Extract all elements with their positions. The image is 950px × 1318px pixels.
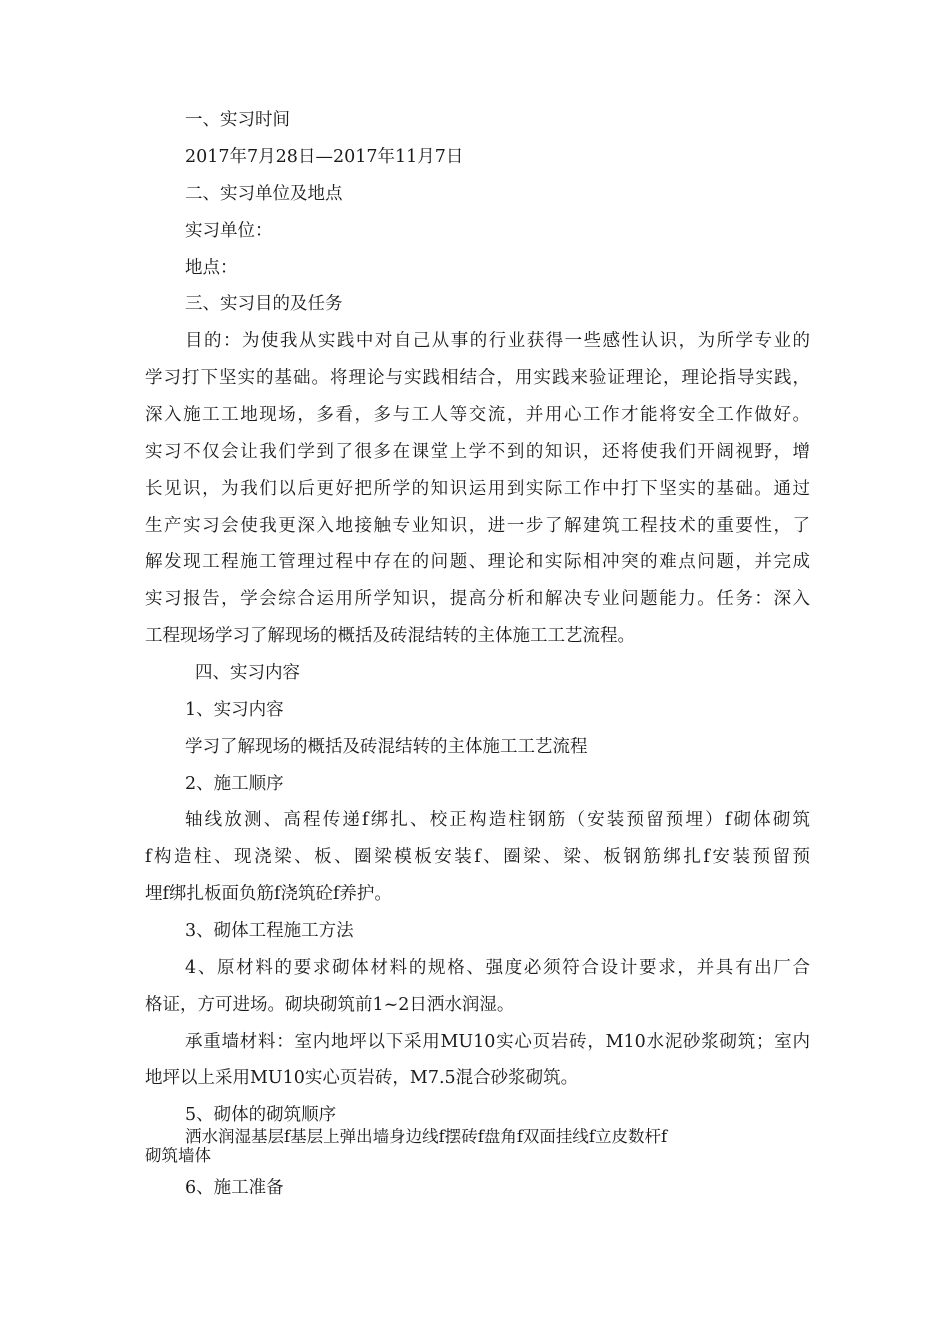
- section-5-line: 砌筑墙体: [145, 1146, 211, 1165]
- purpose-line: 长见识，为我们以后更好把所学的知识运用到实际工作中打下坚实的基础。通过: [145, 479, 810, 499]
- heading-internship-time: 一、实习时间: [185, 110, 290, 130]
- purpose-line: 解发现工程施工管理过程中存在的问题、理论和实际相冲突的难点问题，并完成: [145, 552, 810, 572]
- purpose-line: 生产实习会使我更深入地接触专业知识，进一步了解建筑工程技术的重要性，了: [145, 516, 810, 536]
- section-1-title: 1、实习内容: [185, 700, 284, 720]
- purpose-line: 实习不仅会让我们学到了很多在课堂上学不到的知识，还将使我们开阔视野，增: [145, 442, 810, 462]
- section-2-line: 埋f绑扎板面负筋f浇筑砼f养护。: [145, 884, 392, 904]
- section-1-text: 学习了解现场的概括及砖混结转的主体施工工艺流程: [185, 737, 588, 757]
- section-2-line: f构造柱、现浇梁、板、圈梁模板安装f、圈梁、梁、板钢筋绑扎f安装预留预: [145, 847, 810, 867]
- heading-internship-content: 四、实习内容: [195, 663, 300, 683]
- purpose-line: 深入施工工地现场，多看，多与工人等交流，并用心工作才能将安全工作做好。: [145, 405, 810, 425]
- purpose-line: 工程现场学习了解现场的概括及砖混结转的主体施工工艺流程。: [145, 626, 635, 646]
- section-5-line: 洒水润湿基层f基层上弹出墙身边线f摆砖f盘角f双面挂线f立皮数杆f: [185, 1127, 668, 1146]
- section-4-line: 4、原材料的要求砌体材料的规格、强度必须符合设计要求，并具有出厂合: [185, 958, 810, 978]
- internship-period: 2017年7月28日—2017年11月7日: [185, 147, 464, 167]
- wall-material-line: 承重墙材料：室内地坪以下采用MU10实心页岩砖，M10水泥砂浆砌筑；室内: [185, 1032, 810, 1052]
- section-4-line: 格证，方可进场。砌块砌筑前1~2日洒水润湿。: [145, 995, 515, 1015]
- purpose-line: 学习打下坚实的基础。将理论与实践相结合，用实践来验证理论，理论指导实践，: [145, 368, 810, 388]
- section-6-title: 6、施工准备: [185, 1178, 284, 1198]
- purpose-line: 实习报告，学会综合运用所学知识，提高分析和解决专业问题能力。任务：深入: [145, 589, 810, 609]
- heading-unit-and-place: 二、实习单位及地点: [185, 184, 343, 204]
- purpose-line: 目的：为使我从实践中对自己从事的行业获得一些感性认识，为所学专业的: [185, 331, 810, 351]
- section-3-title: 3、砌体工程施工方法: [185, 921, 354, 941]
- section-2-title: 2、施工顺序: [185, 774, 284, 794]
- wall-material-line: 地坪以上采用MU10实心页岩砖，M7.5混合砂浆砌筑。: [145, 1068, 579, 1088]
- internship-place: 地点：: [185, 258, 238, 278]
- internship-unit: 实习单位：: [185, 221, 273, 241]
- heading-purpose-and-task: 三、实习目的及任务: [185, 294, 343, 314]
- section-2-line: 轴线放测、高程传递f绑扎、校正构造柱钢筋（安装预留预埋）f砌体砌筑: [185, 810, 810, 830]
- section-5-title: 5、砌体的砌筑顺序: [185, 1105, 337, 1125]
